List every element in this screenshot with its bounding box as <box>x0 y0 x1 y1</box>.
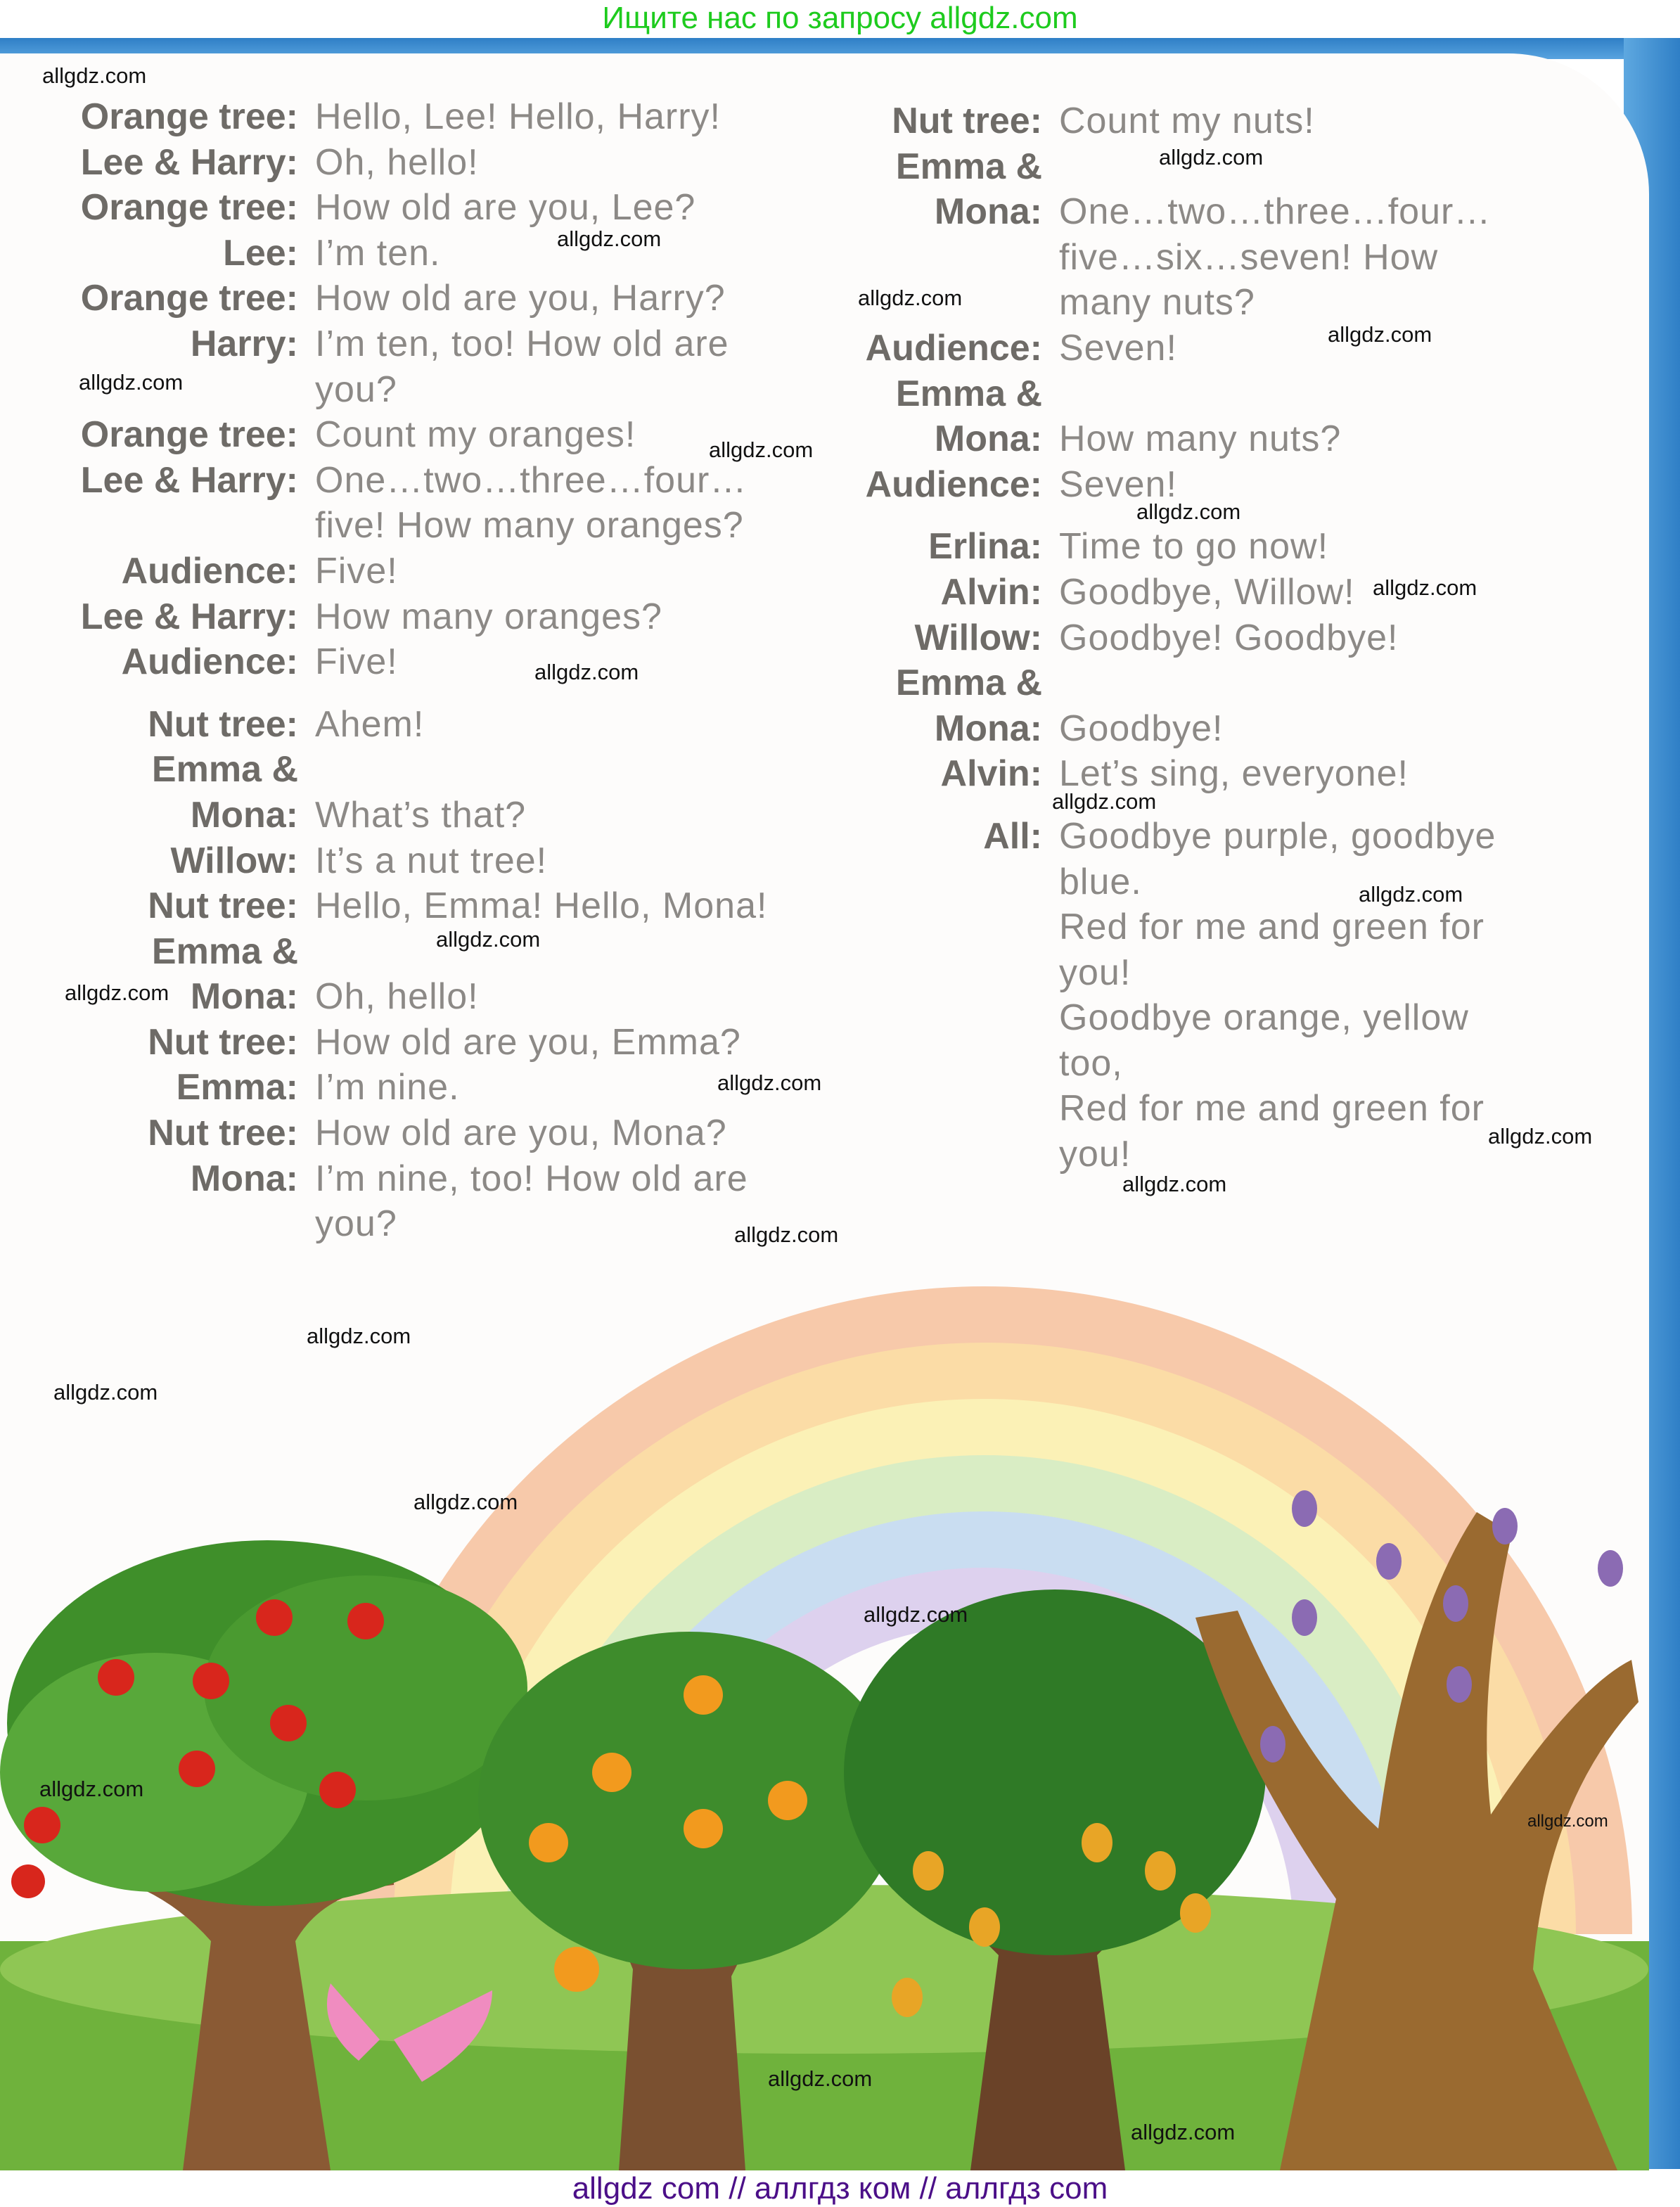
watermark: allgdz.com <box>1131 2120 1236 2144</box>
dialogue-text: How many nuts? <box>1059 418 1342 460</box>
speaker-name <box>809 950 1059 996</box>
dialogue-line <box>0 412 809 458</box>
dialogue-text: Ahem! <box>315 703 425 745</box>
speaker-name <box>809 995 1059 1041</box>
watermark: allgdz.com <box>1052 789 1157 814</box>
dialogue-text: How many oranges? <box>315 596 662 637</box>
dialogue-line <box>809 98 1582 144</box>
dialogue-line <box>0 185 809 231</box>
dialogue-line <box>809 751 1582 797</box>
speaker-name: Mona: <box>190 794 298 836</box>
dialogue-line <box>809 859 1582 905</box>
dialogue-text: Hello, Lee! Hello, Harry! <box>315 96 721 137</box>
dialogue-line <box>0 639 809 685</box>
speaker-name: Audience: <box>121 641 298 683</box>
speaker-name: Mona: <box>190 976 298 1018</box>
dialogue-text: you? <box>315 369 397 410</box>
speaker-name: Emma & <box>895 663 1042 704</box>
speaker-name: Alvin: <box>940 571 1042 613</box>
dialogue-text: Hello, Emma! Hello, Mona! <box>315 885 768 927</box>
dialogue-text: Red for me and green for <box>1059 1088 1485 1130</box>
watermark: allgdz.com <box>709 437 814 462</box>
speaker-name: Audience: <box>121 550 298 591</box>
dialogue-text: Five! <box>315 641 398 683</box>
speaker-name: Harry: <box>190 323 298 364</box>
dialogue-text: Let’s sing, everyone! <box>1059 753 1409 795</box>
dialogue-text: One…two…three…four… <box>1059 191 1492 233</box>
dialogue-text: Seven! <box>1059 327 1177 369</box>
illustration-trees-rainbow <box>0 1266 1649 2170</box>
speaker-name: Mona: <box>190 1158 298 1199</box>
dialogue-line <box>0 1020 809 1066</box>
watermark: allgdz.com <box>1527 1812 1608 1831</box>
speaker-name: All: <box>983 815 1042 857</box>
speaker-name: Nut tree: <box>148 885 298 927</box>
dialogue-text: One…two…three…four… <box>315 459 748 501</box>
dialogue-line <box>809 189 1582 235</box>
dialogue-text: I’m nine. <box>315 1067 460 1108</box>
watermark: allgdz.com <box>436 927 541 952</box>
dialogue-text: Goodbye, Willow! <box>1059 571 1355 613</box>
speaker-name: Alvin: <box>940 753 1042 795</box>
dialogue-text: Goodbye! Goodbye! <box>1059 617 1399 658</box>
dialogue-line <box>809 995 1582 1041</box>
dialogue-line <box>809 660 1582 706</box>
dialogue-text: How old are you, Emma? <box>315 1021 741 1063</box>
watermark: allgdz.com <box>1488 1124 1593 1149</box>
speaker-name <box>809 1086 1059 1132</box>
dialogue-line <box>809 814 1582 859</box>
watermark: allgdz.com <box>1328 322 1432 347</box>
speaker-name <box>809 859 1059 905</box>
dialogue-line <box>0 549 809 594</box>
dialogue-text: Time to go now! <box>1059 526 1329 568</box>
speaker-name <box>809 235 1059 281</box>
dialogue-line <box>0 793 809 838</box>
dialogue-text: It’s a nut tree! <box>315 840 548 881</box>
watermark: allgdz.com <box>307 1324 411 1348</box>
watermark: allgdz.com <box>717 1070 822 1095</box>
dialogue-line <box>809 1132 1582 1177</box>
script-column-left <box>0 94 809 1247</box>
speaker-name: Nut tree: <box>148 703 298 745</box>
speaker-name <box>0 503 315 549</box>
watermark: allgdz.com <box>79 370 184 395</box>
dialogue-line <box>809 524 1582 570</box>
dialogue-line <box>809 904 1582 950</box>
speaker-name: Nut tree: <box>148 1113 298 1154</box>
dialogue-text: Seven! <box>1059 463 1177 505</box>
dialogue-text: blue. <box>1059 861 1142 902</box>
dialogue-text: I’m ten. <box>315 232 441 274</box>
watermark: allgdz.com <box>53 1380 158 1405</box>
watermark: allgdz.com <box>413 1490 518 1514</box>
watermark: allgdz.com <box>1359 882 1463 907</box>
speaker-name: Orange tree: <box>80 96 298 137</box>
dialogue-text: What’s that? <box>315 794 527 836</box>
dialogue-text: How old are you, Lee? <box>315 187 696 229</box>
speaker-name: Willow: <box>914 617 1042 658</box>
dialogue-text: you! <box>1059 952 1131 993</box>
watermark: allgdz.com <box>864 1602 968 1627</box>
watermark: allgdz.com <box>65 980 169 1005</box>
speaker-name: Audience: <box>865 327 1042 369</box>
dialogue-line <box>0 747 809 793</box>
dialogue-line <box>0 883 809 929</box>
speaker-name: Emma: <box>176 1067 298 1108</box>
dialogue-text: I’m ten, too! How old are <box>315 323 729 364</box>
speaker-name: Lee: <box>223 232 298 274</box>
dialogue-line <box>809 706 1582 752</box>
speaker-name: Mona: <box>934 708 1042 749</box>
dialogue-line <box>0 838 809 884</box>
watermark: allgdz.com <box>1159 145 1264 169</box>
watermark: allgdz.com <box>39 1777 144 1801</box>
speaker-name: Orange tree: <box>80 414 298 456</box>
dialogue-line <box>0 594 809 640</box>
dialogue-line <box>0 1111 809 1156</box>
speaker-name <box>0 1201 315 1247</box>
dialogue-line <box>809 371 1582 417</box>
dialogue-line <box>0 276 809 321</box>
dialogue-line <box>0 1065 809 1111</box>
speaker-name: Audience: <box>865 463 1042 505</box>
speaker-name: Emma & <box>895 146 1042 187</box>
dialogue-text: you! <box>1059 1134 1131 1175</box>
dialogue-line <box>0 321 809 367</box>
dialogue-text: Red for me and green for <box>1059 907 1485 948</box>
speaker-name: Nut tree: <box>148 1021 298 1063</box>
speaker-name: Emma & <box>151 749 298 791</box>
watermark: allgdz.com <box>1136 499 1241 524</box>
dialogue-line <box>0 94 809 140</box>
dialogue-text: five…six…seven! How <box>1059 236 1439 278</box>
dialogue-text: Goodbye! <box>1059 708 1224 749</box>
dialogue-line <box>809 615 1582 661</box>
speaker-name: Lee & Harry: <box>80 141 298 183</box>
watermark: allgdz.com <box>734 1222 839 1247</box>
speaker-name: Erlina: <box>928 526 1042 568</box>
dialogue-line <box>809 235 1582 281</box>
speaker-name <box>809 904 1059 950</box>
dialogue-line <box>809 416 1582 462</box>
dialogue-text: you? <box>315 1203 397 1245</box>
dialogue-text: Oh, hello! <box>315 976 479 1018</box>
dialogue-line <box>0 1156 809 1202</box>
dialogue-line <box>0 702 809 748</box>
watermark: allgdz.com <box>42 63 147 88</box>
watermark: allgdz.com <box>1122 1172 1227 1196</box>
watermark: allgdz.com <box>557 226 662 251</box>
dialogue-text: Five! <box>315 550 398 591</box>
dialogue-line <box>0 458 809 504</box>
dialogue-line <box>0 140 809 186</box>
dialogue-text: too, <box>1059 1042 1123 1084</box>
speaker-name: Emma & <box>151 930 298 972</box>
watermark: allgdz.com <box>534 660 639 684</box>
dialogue-text: Goodbye purple, goodbye <box>1059 815 1496 857</box>
speaker-name: Orange tree: <box>80 187 298 229</box>
dialogue-line <box>0 503 809 549</box>
dialogue-line <box>0 1201 809 1247</box>
speaker-name <box>809 1041 1059 1087</box>
dialogue-text: Oh, hello! <box>315 141 479 183</box>
dialogue-line <box>809 1086 1582 1132</box>
dialogue-text: Count my nuts! <box>1059 101 1315 141</box>
dialogue-line <box>0 929 809 975</box>
speaker-name <box>809 1132 1059 1177</box>
dialogue-line <box>809 1041 1582 1087</box>
dialogue-text: many nuts? <box>1059 282 1255 324</box>
dialogue-text: five! How many oranges? <box>315 505 744 546</box>
search-banner[interactable]: Ищите нас по запросу allgdz.com <box>602 1 1078 35</box>
watermark: allgdz.com <box>768 2066 873 2091</box>
dialogue-line <box>0 231 809 276</box>
speaker-name: Orange tree: <box>80 278 298 319</box>
script-column-right <box>809 98 1582 1177</box>
dialogue-text: How old are you, Mona? <box>315 1113 727 1154</box>
speaker-name: Lee & Harry: <box>80 596 298 637</box>
speaker-name: Willow: <box>170 840 298 881</box>
speaker-name: Nut tree: <box>892 101 1042 141</box>
watermark: allgdz.com <box>858 286 963 310</box>
speaker-name: Mona: <box>934 418 1042 460</box>
speaker-name: Mona: <box>934 191 1042 233</box>
speaker-name: Lee & Harry: <box>80 459 298 501</box>
speaker-name: Emma & <box>895 373 1042 414</box>
watermark: allgdz.com <box>1373 575 1477 600</box>
dialogue-text: How old are you, Harry? <box>315 278 726 319</box>
dialogue-line <box>809 950 1582 996</box>
dialogue-text: I’m nine, too! How old are <box>315 1158 748 1199</box>
dialogue-text: Count my oranges! <box>315 414 636 456</box>
footer-banner: allgdz com // аллгдз ком // аллгдз com <box>0 2170 1680 2207</box>
dialogue-line <box>809 326 1582 371</box>
dialogue-text: Goodbye orange, yellow <box>1059 997 1469 1039</box>
